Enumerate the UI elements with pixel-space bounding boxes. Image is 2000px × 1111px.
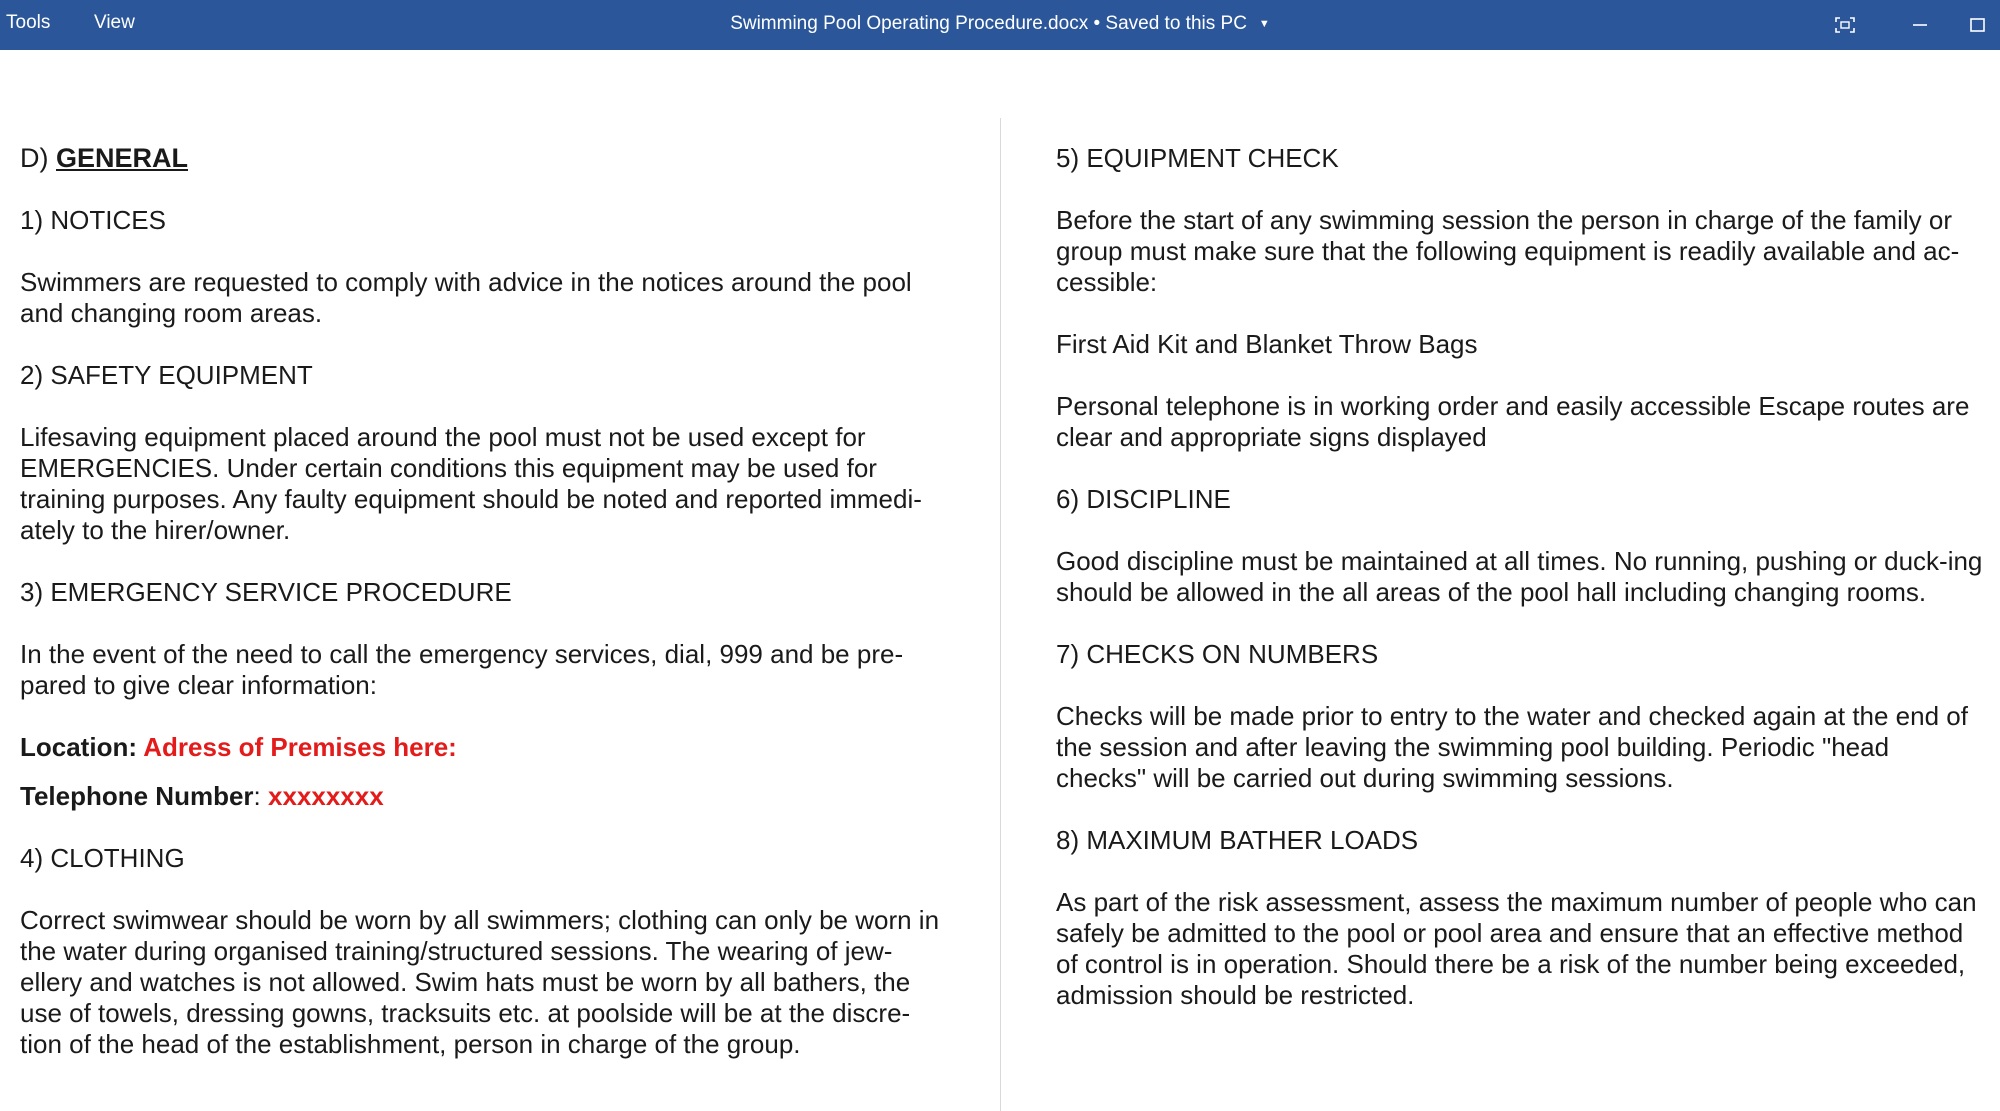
notices-heading: 1) NOTICES — [20, 205, 166, 235]
safety-body: Lifesaving equipment placed around the pool must not be used except for EMERGENCIES. Under certain conditions this equipment may be used for training purposes. Any faulty equipment should be noted and reported immedi-ately to the hirer/owner. — [20, 422, 922, 545]
menu-tools[interactable]: Tools — [6, 12, 51, 33]
equipment-body: Before the start of any swimming session the person in charge of the family or group must make sure that the following equipment is readily available and ac-cessible: — [1056, 205, 1960, 297]
checks-body: Checks will be made prior to entry to the water and checked again at the end of the session and after leaving the swimming pool building. Periodic "head checks" will be carried out during swimming sessions. — [1056, 701, 1968, 793]
emergency-body: In the event of the need to call the emergency services, dial, 999 and be pre-pared to give clear information: — [20, 639, 904, 700]
document-page[interactable] — [0, 50, 2000, 1111]
section-heading — [20, 143, 940, 174]
notices-body: Swimmers are requested to comply with advice in the notices around the pool and changing room areas. — [20, 267, 912, 328]
column-divider — [1000, 118, 1001, 1111]
location-label: Location: — [20, 732, 144, 762]
safety-heading: 2) SAFETY EQUIPMENT — [20, 360, 313, 390]
bather-body: As part of the risk assessment, assess the maximum number of people who can safely be admitted to the pool or pool area and ensure that an effective method of control is in operation. Should there be a risk of the number being exceeded, admission should be restricted. — [1056, 887, 1977, 1010]
document-title[interactable]: Swimming Pool Operating Procedure.docx • Saved to this PC — [730, 13, 1247, 34]
right-column — [1056, 143, 1986, 1042]
maximize-icon[interactable] — [1970, 0, 2000, 50]
location-line — [20, 732, 940, 763]
title-bar — [0, 0, 2000, 50]
discipline-body: Good discipline must be maintained at all times. No running, pushing or duck-ing should be allowed in the all areas of the pool hall including changing rooms. — [1056, 546, 1983, 607]
focus-icon[interactable] — [1820, 0, 1870, 50]
minimize-icon[interactable] — [1895, 0, 1945, 50]
checks-heading: 7) CHECKS ON NUMBERS — [1056, 639, 1379, 669]
telephone-value: xxxxxxxx — [268, 781, 384, 811]
section-title: GENERAL — [56, 143, 189, 173]
telephone-colon: : — [253, 781, 268, 811]
bather-heading: 8) MAXIMUM BATHER LOADS — [1056, 825, 1419, 855]
location-value: Adress of Premises here: — [143, 732, 457, 762]
document-title-area[interactable] — [0, 13, 2000, 35]
left-column — [20, 143, 940, 1091]
telephone-label: Telephone Number — [20, 781, 254, 811]
discipline-heading: 6) DISCIPLINE — [1056, 484, 1231, 514]
equipment-list: First Aid Kit and Blanket Throw Bags — [1056, 329, 1478, 359]
menu-view[interactable]: View — [94, 12, 135, 33]
telephone-line — [20, 781, 940, 812]
section-prefix: D) — [20, 143, 56, 173]
equipment-phone: Personal telephone is in working order and easily accessible Escape routes are clear and appropriate signs displayed — [1056, 391, 1970, 452]
equipment-heading: 5) EQUIPMENT CHECK — [1056, 143, 1339, 173]
clothing-body: Correct swimwear should be worn by all swimmers; clothing can only be worn in the water during organised training/structured sessions. The wearing of jew-ellery and watches is not allowed. Swim hats must be worn by all bathers, the use of towels, dressing gowns, tracksuits etc. at poolside will be at the discre-tion of the head of the establishment, person in charge of the group. — [20, 905, 940, 1059]
clothing-heading: 4) CLOTHING — [20, 843, 185, 873]
chevron-down-icon[interactable]: ▼ — [1258, 17, 1270, 30]
emergency-heading: 3) EMERGENCY SERVICE PROCEDURE — [20, 577, 512, 607]
